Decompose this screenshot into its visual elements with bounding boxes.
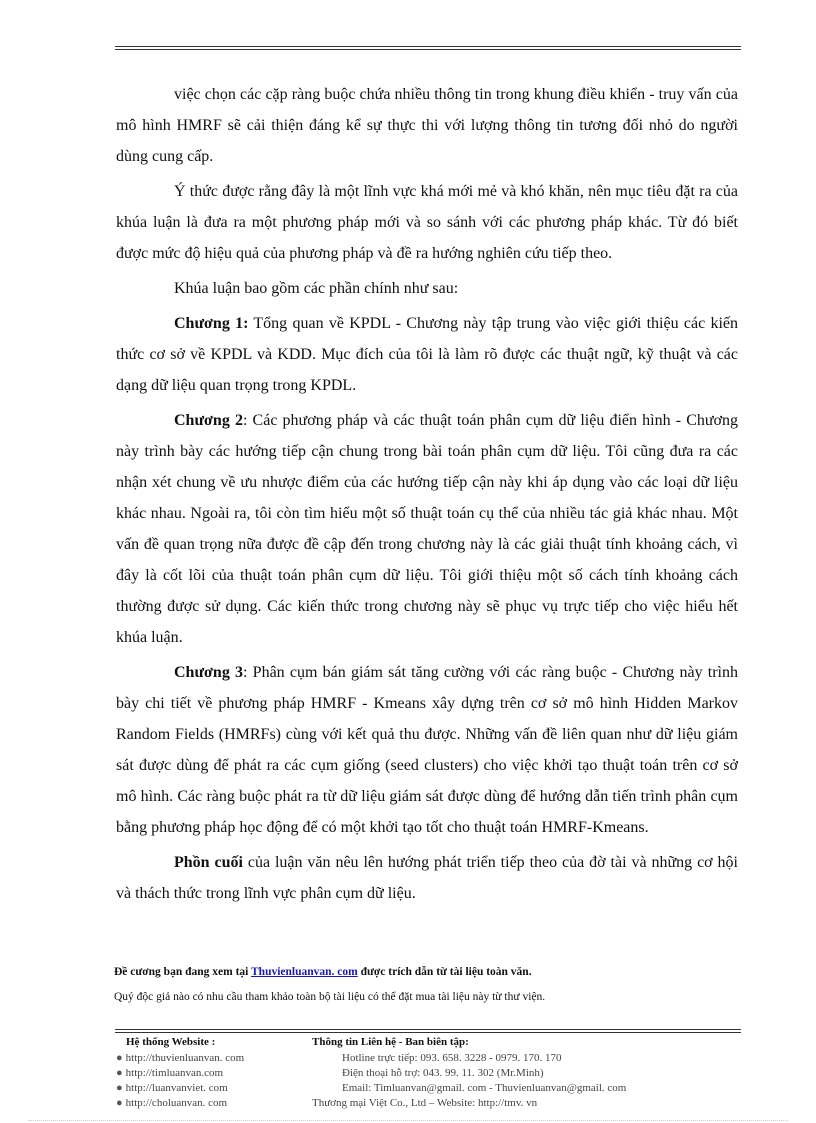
bullet-icon: ● bbox=[116, 1082, 123, 1094]
paragraph: Khúa luận bao gồm các phần chính như sau: bbox=[174, 280, 459, 297]
website-item[interactable]: ● http://thuvienluanvan. com bbox=[116, 1052, 245, 1064]
bullet-icon: ● bbox=[116, 1067, 123, 1079]
source-notice: Đề cương bạn đang xem tại Thuvienluanvan. com được trích dẫn từ tài liệu toàn văn. bbox=[114, 966, 532, 978]
contact-column bbox=[312, 1036, 752, 1112]
footer-rule bbox=[115, 1029, 741, 1030]
chapter-heading: Chương 2 bbox=[174, 412, 243, 429]
contact-email[interactable]: Email: Timluanvan@gmail. com - Thuvienluanvan@gmail. com bbox=[342, 1082, 627, 1094]
source-link[interactable]: Thuvienluanvan. com bbox=[251, 966, 358, 978]
contact-company: Thương mại Việt Co., Ltd – Website: http://tmv. vn bbox=[312, 1097, 538, 1109]
contact-title: Thông tin Liên hệ - Ban biên tập: bbox=[312, 1036, 469, 1048]
purchase-notice: Quý độc giả nào có nhu cầu tham khảo toàn bộ tài liệu có thể đặt mua tài liệu này từ thư viện. bbox=[114, 991, 546, 1003]
paragraph-chapter-2: Chương 2: Các phương pháp và các thuật toán phân cụm dữ liệu điển hình - Chương này trình bày các hướng tiếp cận chung trong bài toán phân cụm dữ liệu. Tôi cũng đưa ra các nhận xét chung về ưu nhược điểm của các hướng tiếp cận này khi áp dụng vào các loại dữ liệu khác nhau. Ngoài ra, tôi còn tìm hiểu một số thuật toán cụ thể của nhiều tác giả khác nhau. Một vấn đề quan trọng nữa được đề cập đến trong chương này là các giải thuật tính khoảng cách, vì đây là cốt lõi của thuật toán phân cụm dữ liệu. Tôi giới thiệu một số cách tính khoảng cách thường được sử dụng. Các kiến thức trong chương này sẽ phục vụ trực tiếp cho việc hiểu hết khúa luận. bbox=[116, 412, 738, 646]
website-item[interactable]: ● http://choluanvan. com bbox=[116, 1097, 228, 1109]
website-item[interactable]: ● http://luanvanviet. com bbox=[116, 1082, 228, 1094]
websites-title: Hệ thống Website : bbox=[126, 1036, 216, 1048]
chapter-heading: Chương 3 bbox=[174, 664, 244, 681]
header-rule bbox=[115, 46, 741, 47]
document-body bbox=[116, 79, 738, 913]
paragraph-chapter-3: Chương 3: Phân cụm bán giám sát tăng cường với các ràng buộc - Chương này trình bày chi tiết về phương pháp HMRF - Kmeans xây dựng trên cơ sở mô hình Hidden Markov Random Fields (HMRFs) cùng với kết quả thu được. Những vấn đề liên quan như dữ liệu giám sát được dùng để phát ra các cụm giống (seed clusters) cho việc khởi tạo thuật toán trên cơ sở mô hình. Các ràng buộc phát ra từ dữ liệu giám sát được dùng để hướng dẫn tiến trình phân cụm bằng phương pháp học động để có một khởi tạo tốt cho thuật toán HMRF-Kmeans. bbox=[116, 664, 739, 836]
bullet-icon: ● bbox=[116, 1097, 123, 1109]
paragraph-chapter-1: Chương 1: Tổng quan về KPDL - Chương này tập trung vào việc giới thiệu các kiến thức cơ sở về KPDL và KDD. Mục đích của tôi là làm rõ được các thuật ngữ, kỹ thuật và các dạng dữ liệu quan trọng trong KPDL. bbox=[116, 315, 739, 394]
header-rule bbox=[115, 49, 741, 50]
bullet-icon: ● bbox=[116, 1052, 123, 1064]
paragraph: Ý thức được rằng đây là một lĩnh vực khá mới mẻ và khó khăn, nên mục tiêu đặt ra của khúa luận là đưa ra một phương pháp mới và so sánh với các phương pháp khác. Từ đó biết được mức độ hiệu quả của phương pháp và đề ra hướng nghiên cứu tiếp theo. bbox=[116, 183, 738, 262]
paragraph: việc chọn các cặp ràng buộc chứa nhiều thông tin trong khung điều khiển - truy vấn của mô hình HMRF sẽ cải thiện đáng kể sự thực thi với lượng thông tin tương đối nhỏ do người dùng cung cấp. bbox=[116, 86, 738, 165]
contact-hotline: Hotline trực tiếp: 093. 658. 3228 - 0979. 170. 170 bbox=[342, 1052, 562, 1064]
footer-rule bbox=[115, 1032, 741, 1033]
paragraph-final: Phồn cuối của luận văn nêu lên hướng phát triển tiếp theo của đờ tài và những cơ hội và thách thức trong lĩnh vực phân cụm dữ liệu. bbox=[116, 854, 738, 902]
chapter-heading: Chương 1: bbox=[174, 315, 249, 332]
contact-phone: Điện thoại hỗ trợ: 043. 99. 11. 302 (Mr.Minh) bbox=[342, 1067, 544, 1079]
page-edge-dotted-line bbox=[28, 1120, 788, 1121]
section-heading: Phồn cuối bbox=[174, 854, 243, 871]
websites-column bbox=[116, 1036, 306, 1112]
website-item[interactable]: ● http://timluanvan.com bbox=[116, 1067, 224, 1079]
